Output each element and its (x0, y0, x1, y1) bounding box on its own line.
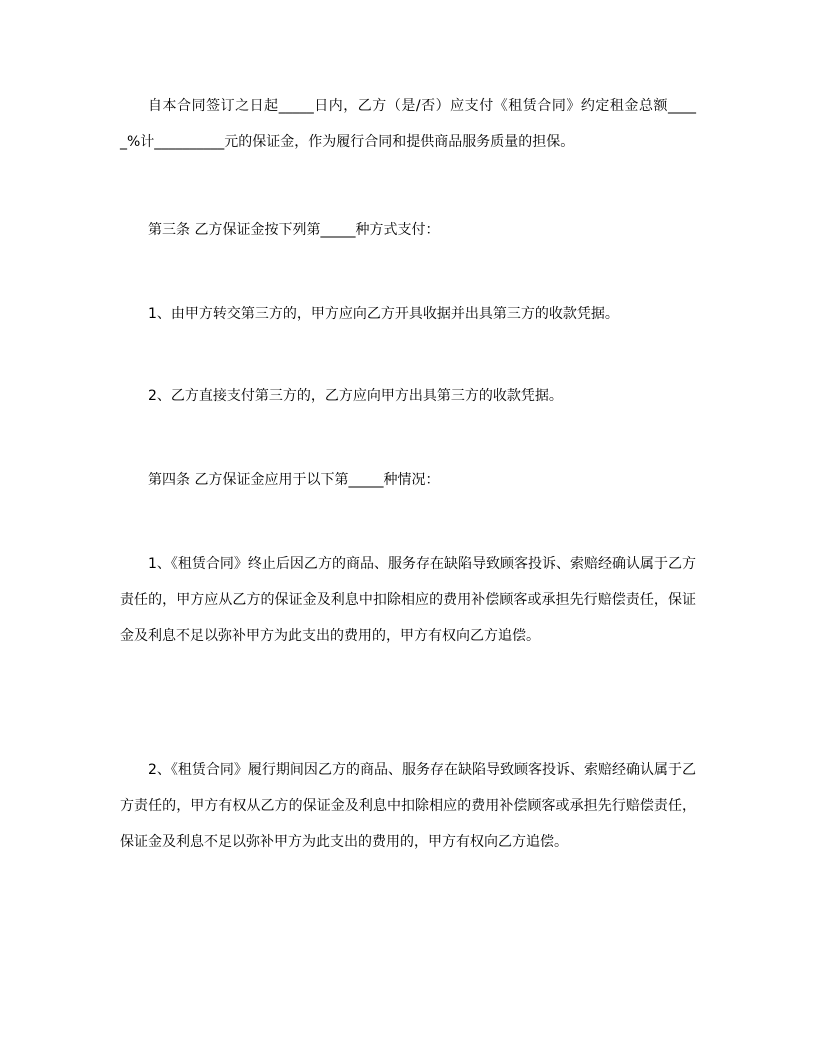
article-three-item-2: 2、乙方直接支付第三方的，乙方应向甲方出具第三方的收款凭据。 (148, 388, 563, 404)
article-four-item-2: 2、《租赁合同》履行期间因乙方的商品、服务存在缺陷导致顾客投诉、索赔经确认属于乙方责任的，甲方有权从乙方的保证金及利息中扣除相应的费用补偿顾客或承担先行赔偿责任，保证金及利息不足以弥补甲方为此支出的费用的，甲方有权向乙方追偿。 (120, 762, 696, 850)
article-four-item-1: 1、《租赁合同》终止后因乙方的商品、服务存在缺陷导致顾客投诉、索赔经确认属于乙方责任的，甲方应从乙方的保证金及利息中扣除相应的费用补偿顾客或承担先行赔偿责任，保证金及利息不足以弥补甲方为此支出的费用的，甲方有权向乙方追偿。 (120, 556, 696, 644)
paragraph-deposit-payment: 自本合同签订之日起_____日内，乙方（是/否）应支付《租赁合同》约定租金总额_____%计__________元的保证金，作为履行合同和提供商品服务质量的担保。 (120, 98, 696, 150)
article-three-heading: 第三条 乙方保证金按下列第_____种方式支付： (148, 222, 440, 238)
article-four-heading: 第四条 乙方保证金应用于以下第_____种情况： (148, 472, 440, 488)
article-three-item-1: 1、由甲方转交第三方的，甲方应向乙方开具收据并出具第三方的收款凭据。 (148, 306, 619, 322)
